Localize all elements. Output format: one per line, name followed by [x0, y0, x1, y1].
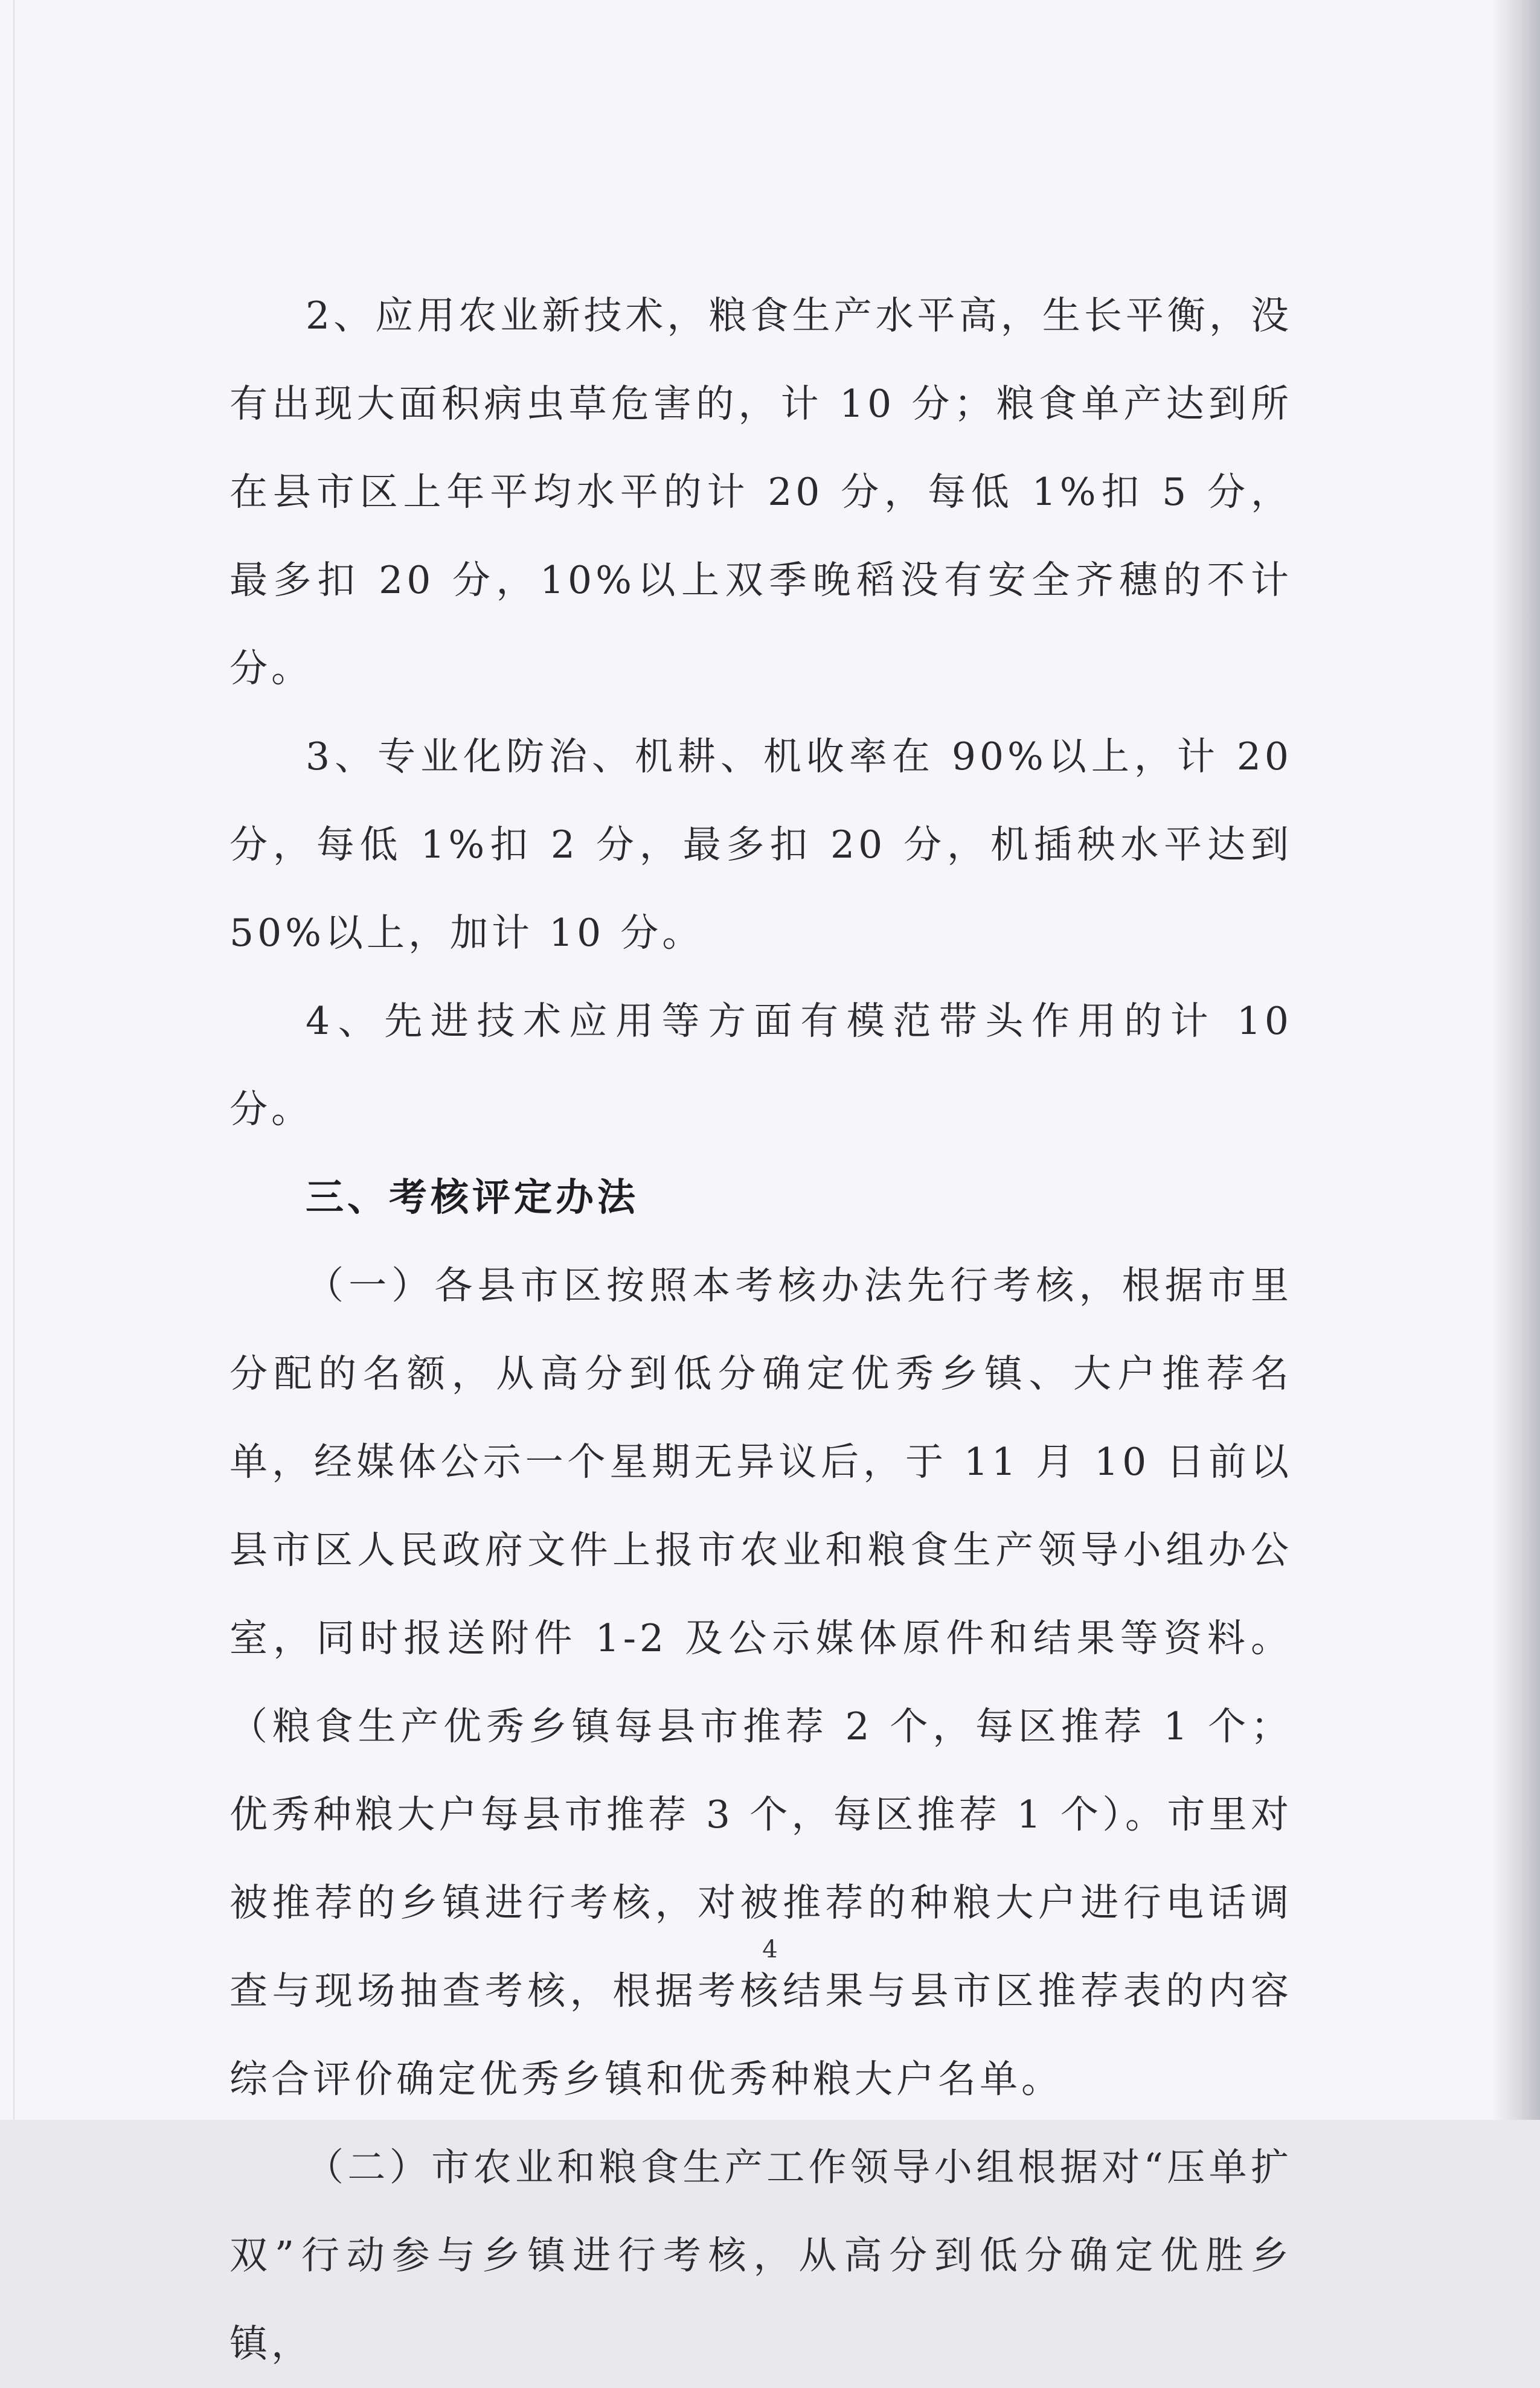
criterion-paragraph-2: 2、应用农业新技术，粮食生产水平高，生长平衡，没有出现大面积病虫草危害的，计 10 分；粮食单产达到所在县市区上年平均水平的计 20 分，每低 1%扣 5 分，最多扣 20 分，10%以上双季晚稻没有安全齐穗的不计分。: [229, 294, 1292, 690]
scan-edge-line: [13, 0, 14, 2120]
scan-edge-shadow: [1492, 0, 1540, 2120]
document-body: [229, 272, 1292, 2388]
criterion-paragraph-4: 4、先进技术应用等方面有模范带头作用的计 10 分。: [229, 999, 1292, 1131]
method-paragraph-1: （一）各县市区按照本考核办法先行考核，根据市里分配的名额，从高分到低分确定优秀乡镇、大户推荐名单，经媒体公示一个星期无异议后，于 11 月 10 日前以县市区人民政府文件上报市农业和粮食生产领导小组办公室，同时报送附件 1-2 及公示媒体原件和结果等资料。（粮食生产优秀乡镇每县市推荐 2 个，每区推荐 1 个；优秀种粮大户每县市推荐 3 个，每区推荐 1 个）。市里对被推荐的乡镇进行考核，对被推荐的种粮大户进行电话调查与现场抽查考核，根据考核结果与县市区推荐表的内容综合评价确定优秀乡镇和优秀种粮大户名单。: [229, 1263, 1292, 2101]
section-heading-assessment-method: 三、考核评定办法: [306, 1175, 639, 1219]
method-paragraph-2: （二）市农业和粮食生产工作领导小组根据对“压单扩双”行动参与乡镇进行考核，从高分到低分确定优胜乡镇，: [229, 2145, 1292, 2366]
page-number: 4: [762, 1936, 778, 1963]
criterion-paragraph-3: 3、专业化防治、机耕、机收率在 90%以上，计 20 分，每低 1%扣 2 分，最多扣 20 分，机插秧水平达到 50%以上，加计 10 分。: [229, 734, 1292, 955]
